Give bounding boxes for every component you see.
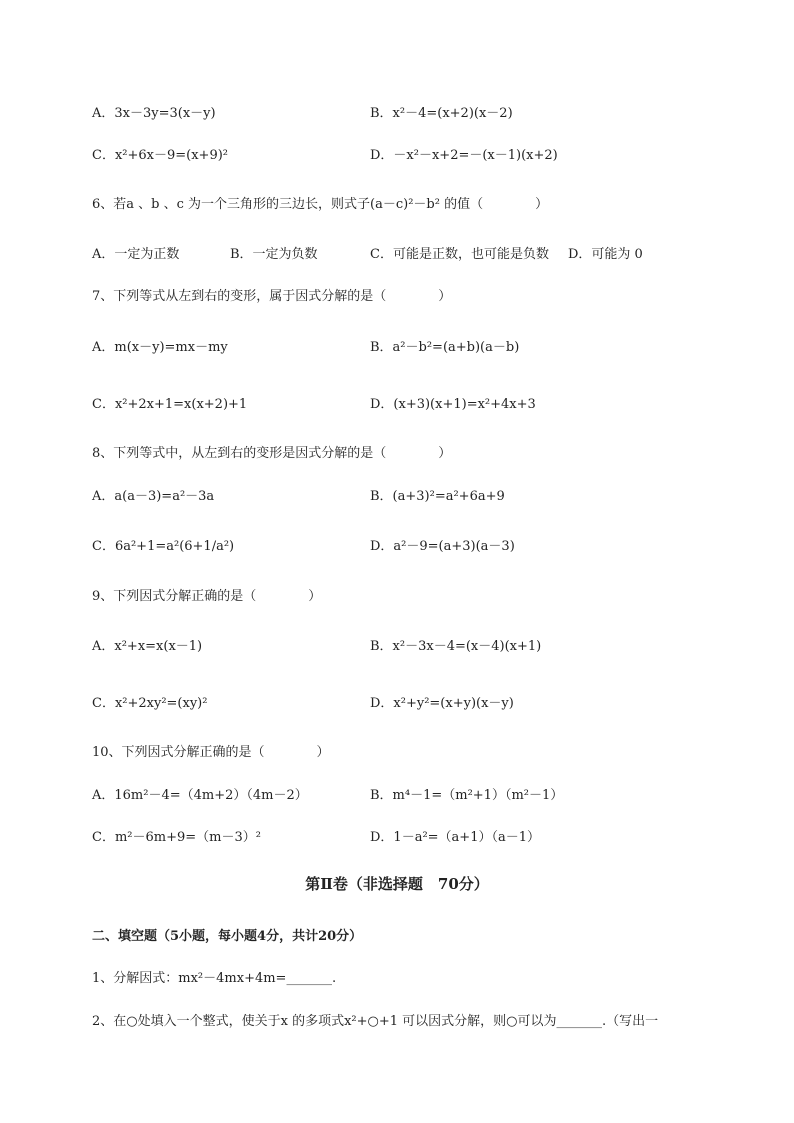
section-title: 第Ⅱ卷（非选择题 70分） (305, 875, 489, 893)
q5-option-c: C．x²+6x－9=(x+9)² (92, 148, 228, 163)
q9-option-b: B．x²－3x－4=(x－4)(x+1) (370, 639, 542, 654)
q8-option-b: B．(a+3)²=a²+6a+9 (370, 489, 505, 504)
q7-stem: 7、下列等式从左到右的变形，属于因式分解的是（ ） (92, 289, 452, 304)
q5-option-d: D．－x²－x+2=－(x－1)(x+2) (370, 148, 558, 163)
q8-stem: 8、下列等式中，从左到右的变形是因式分解的是（ ） (92, 446, 452, 461)
part-title: 二、填空题（5小题，每小题4分，共计20分） (92, 929, 363, 944)
q8-option-d: D．a²－9=(a+3)(a－3) (370, 539, 515, 554)
q8-option-c: C．6a²+1=a²(6+1/a²) (92, 539, 235, 554)
q6-stem: 6、若a 、b 、c 为一个三角形的三边长，则式子(a－c)²－b² 的值（ ） (92, 197, 549, 212)
q7-option-c: C．x²+2x+1=x(x+2)+1 (92, 397, 248, 412)
q10-option-a: A．16m²－4=（4m+2）（4m－2） (92, 788, 308, 803)
q6-option-b: B．一定为负数 (230, 247, 318, 262)
fill-question-2: 2、在○处填入一个整式，使关于x 的多项式x²+○+1 可以因式分解，则○可以为_______.（写出一 (92, 1014, 659, 1029)
q8-option-a: A．a(a－3)=a²－3a (92, 489, 215, 504)
q5-option-b: B．x²－4=(x+2)(x－2) (370, 106, 513, 121)
q6-option-a: A．一定为正数 (92, 247, 180, 262)
q6-option-d: D．可能为 0 (568, 247, 643, 262)
q10-option-d: D．1－a²=（a+1）（a－1） (370, 830, 540, 845)
q7-option-d: D．(x+3)(x+1)=x²+4x+3 (370, 397, 536, 412)
q9-option-d: D．x²+y²=(x+y)(x－y) (370, 696, 514, 711)
q5-option-a: A．3x－3y=3(x－y) (92, 106, 216, 121)
q10-stem: 10、下列因式分解正确的是（ ） (92, 745, 330, 760)
fill-question-1: 1、分解因式：mx²－4mx+4m=_______. (92, 971, 337, 986)
q9-option-c: C．x²+2xy²=(xy)² (92, 696, 208, 711)
q7-option-a: A．m(x－y)=mx－my (92, 340, 228, 355)
q7-option-b: B．a²－b²=(a+b)(a－b) (370, 340, 520, 355)
q10-option-b: B．m⁴－1=（m²+1）（m²－1） (370, 788, 564, 803)
q9-stem: 9、下列因式分解正确的是（ ） (92, 589, 322, 604)
q9-option-a: A．x²+x=x(x－1) (92, 639, 203, 654)
q10-option-c: C．m²－6m+9=（m－3）² (92, 830, 261, 845)
q6-option-c: C．可能是正数，也可能是负数 (370, 247, 549, 262)
